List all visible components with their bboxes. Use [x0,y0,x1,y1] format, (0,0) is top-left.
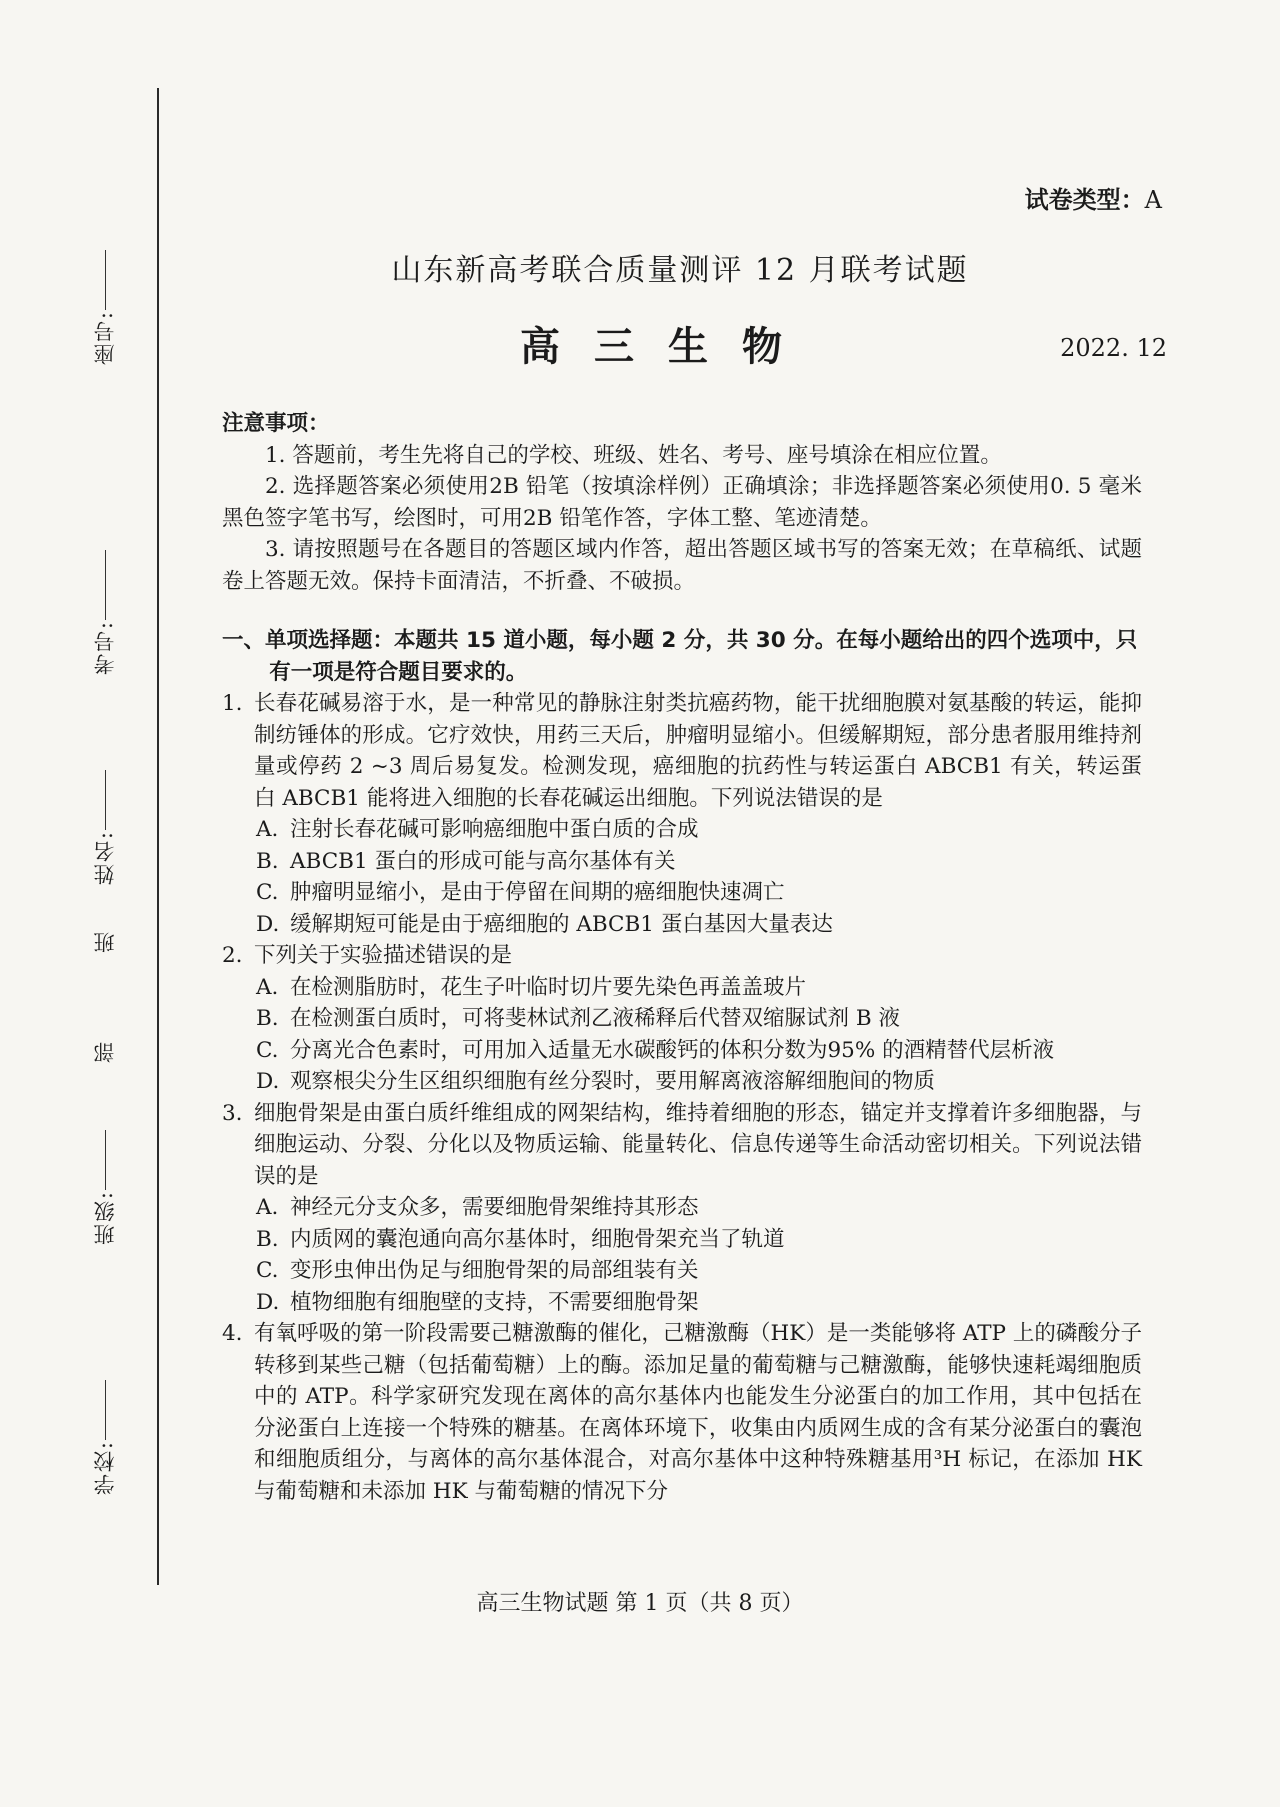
option-letter: C. [256,1258,279,1283]
option-letter: A. [256,817,279,842]
name-label: 姓名: [93,830,117,886]
department-label: 部 [93,1040,117,1063]
question-4 [222,1318,1142,1507]
option-text: 肿瘤明显缩小，是由于停留在间期的癌细胞快速凋亡 [290,880,785,905]
question-number: 1. [222,691,243,716]
question-stem: 有氧呼吸的第一阶段需要己糖激酶的催化，己糖激酶（HK）是一类能够将 ATP 上的磷酸分子转移到某些己糖（包括葡萄糖）上的酶。添加足量的葡萄糖与己糖激酶，能够快速耗竭细胞质中的 ATP。科学家研究发现在离体的高尔基体内也能发生分泌蛋白的加工作用，其中包括在分泌蛋白上连接一个特殊的糖基。在离体环境下，收集由内质网生成的含有某分泌蛋白的囊泡和细胞质组分，与离体的高尔基体混合，对高尔基体中这种特殊糖基用³H 标记，在添加 HK 与葡萄糖和未添加 HK 与葡萄糖的情况下分 [254,1321,1142,1504]
question-number: 3. [222,1100,243,1126]
option-b [254,846,1142,878]
option-letter: A. [256,974,279,1000]
option-a [254,814,1142,846]
option-letter: D. [256,1069,280,1094]
paper-type-label: 试卷类型： [1024,186,1145,214]
school-blank[interactable] [105,1380,106,1440]
name-field[interactable] [60,770,150,885]
option-letter: C. [256,880,279,905]
department-field [60,1040,150,1063]
binding-line [157,88,159,1585]
paper-type-value: A [1144,186,1162,214]
option-letter: B. [256,848,279,874]
paper-type [1025,180,1162,215]
class-no-label: 班 [93,930,117,953]
question-3 [222,1098,1142,1319]
question-1 [222,688,1142,940]
notice-title: 注意事项： [222,411,330,436]
question-number: 2. [222,943,243,968]
seat-number-blank[interactable] [105,250,106,310]
section-heading: 一、单项选择题：本题共 15 道小题，每小题 2 分，共 30 分。在每小题给出的四个选项中，只有一项是符合题目要求的。 [222,628,1138,685]
seat-number-field[interactable] [60,250,150,365]
question-2 [222,940,1142,1098]
option-b [254,1224,1142,1256]
option-a [254,1192,1142,1224]
option-text: 在检测脂肪时，花生子叶临时切片要先染色再盖盖玻片 [290,974,807,1000]
class-no-field [60,930,150,953]
option-text: 内质网的囊泡通向高尔基体时，细胞骨架充当了轨道 [290,1226,785,1252]
option-a [254,972,1142,1004]
question-stem: 长春花碱易溶于水，是一种常见的静脉注射类抗癌药物，能干扰细胞膜对氨基酸的转运，能抑制纺锤体的形成。它疗效快，用药三天后，肿瘤明显缩小。但缓解期短，部分患者服用维持剂量或停药 2 ~3 周后易复发。检测发现，癌细胞的抗药性与转运蛋白 ABCB1 有关，转运蛋白 ABCB1 能将进入细胞的长春花碱运出细胞。下列说法错误的是 [254,691,1142,811]
page-footer: 高三生物试题 第 1 页（共 8 页） [476,1591,804,1616]
class-blank[interactable] [105,1130,106,1190]
option-c [254,1255,1142,1287]
option-c [254,1035,1142,1067]
notice-item: 1. 答题前，考生先将自己的学校、班级、姓名、考号、座号填涂在相应位置。 [265,442,1002,468]
exam-date: 2022. 12 [1060,334,1167,362]
class-field[interactable] [60,1130,150,1245]
option-text: 植物细胞有细胞壁的支持，不需要细胞骨架 [290,1289,699,1315]
option-letter: B. [256,1226,279,1252]
question-number: 4. [222,1321,243,1346]
notice-item: 3. 请按照题号在各题目的答题区域内作答，超出答题区域书写的答案无效；在草稿纸、试题卷上答题无效。保持卡面清洁，不折叠、不破损。 [222,537,1142,594]
exam-title: 山东新高考联合质量测评 12 月联考试题 [391,253,969,288]
exam-content [222,408,1142,1507]
option-text: 缓解期短可能是由于癌细胞的 ABCB1 蛋白基因大量表达 [290,911,833,937]
question-stem: 细胞骨架是由蛋白质纤维组成的网架结构，维持着细胞的形态，锚定并支撑着许多细胞器，与细胞运动、分裂、分化以及物质运输、能量转化、信息传递等生命活动密切相关。下列说法错误的是 [254,1100,1142,1189]
option-d [254,1287,1142,1319]
option-letter: D. [256,1289,280,1315]
option-text: 分离光合色素时，可用加入适量无水碳酸钙的体积分数为95% 的酒精替代层析液 [290,1037,1055,1063]
option-letter: C. [256,1037,279,1063]
seat-number-label: 座号: [93,310,117,366]
option-letter: D. [256,911,280,937]
class-label: 班级: [93,1190,117,1246]
exam-number-label: 考号: [93,620,117,676]
binding-side-labels [60,250,150,1510]
option-text: 变形虫伸出伪足与细胞骨架的局部组装有关 [290,1258,699,1283]
subject-title: 高三生物 [520,324,816,370]
option-b [254,1003,1142,1035]
option-text: 在检测蛋白质时，可将斐林试剂乙液稀释后代替双缩脲试剂 B 液 [290,1006,900,1031]
school-label: 学校: [93,1440,117,1496]
option-d [254,1066,1142,1098]
option-letter: B. [256,1006,279,1031]
name-blank[interactable] [105,770,106,830]
option-text: 注射长春花碱可影响癌细胞中蛋白质的合成 [290,817,699,842]
exam-number-blank[interactable] [105,550,106,620]
school-field[interactable] [60,1380,150,1495]
option-text: ABCB1 蛋白的形成可能与高尔基体有关 [290,848,676,874]
option-text: 观察根尖分生区组织细胞有丝分裂时，要用解离液溶解细胞间的物质 [290,1069,936,1094]
question-stem: 下列关于实验描述错误的是 [254,943,513,968]
option-text: 神经元分支众多，需要细胞骨架维持其形态 [290,1195,699,1220]
option-letter: A. [256,1195,279,1220]
exam-number-field[interactable] [60,550,150,675]
option-c [254,877,1142,909]
option-d [254,909,1142,941]
notice-item: 2. 选择题答案必须使用2B 铅笔（按填涂样例）正确填涂；非选择题答案必须使用0. 5 毫米黑色签字笔书写，绘图时，可用2B 铅笔作答，字体工整、笔迹清楚。 [222,474,1142,531]
